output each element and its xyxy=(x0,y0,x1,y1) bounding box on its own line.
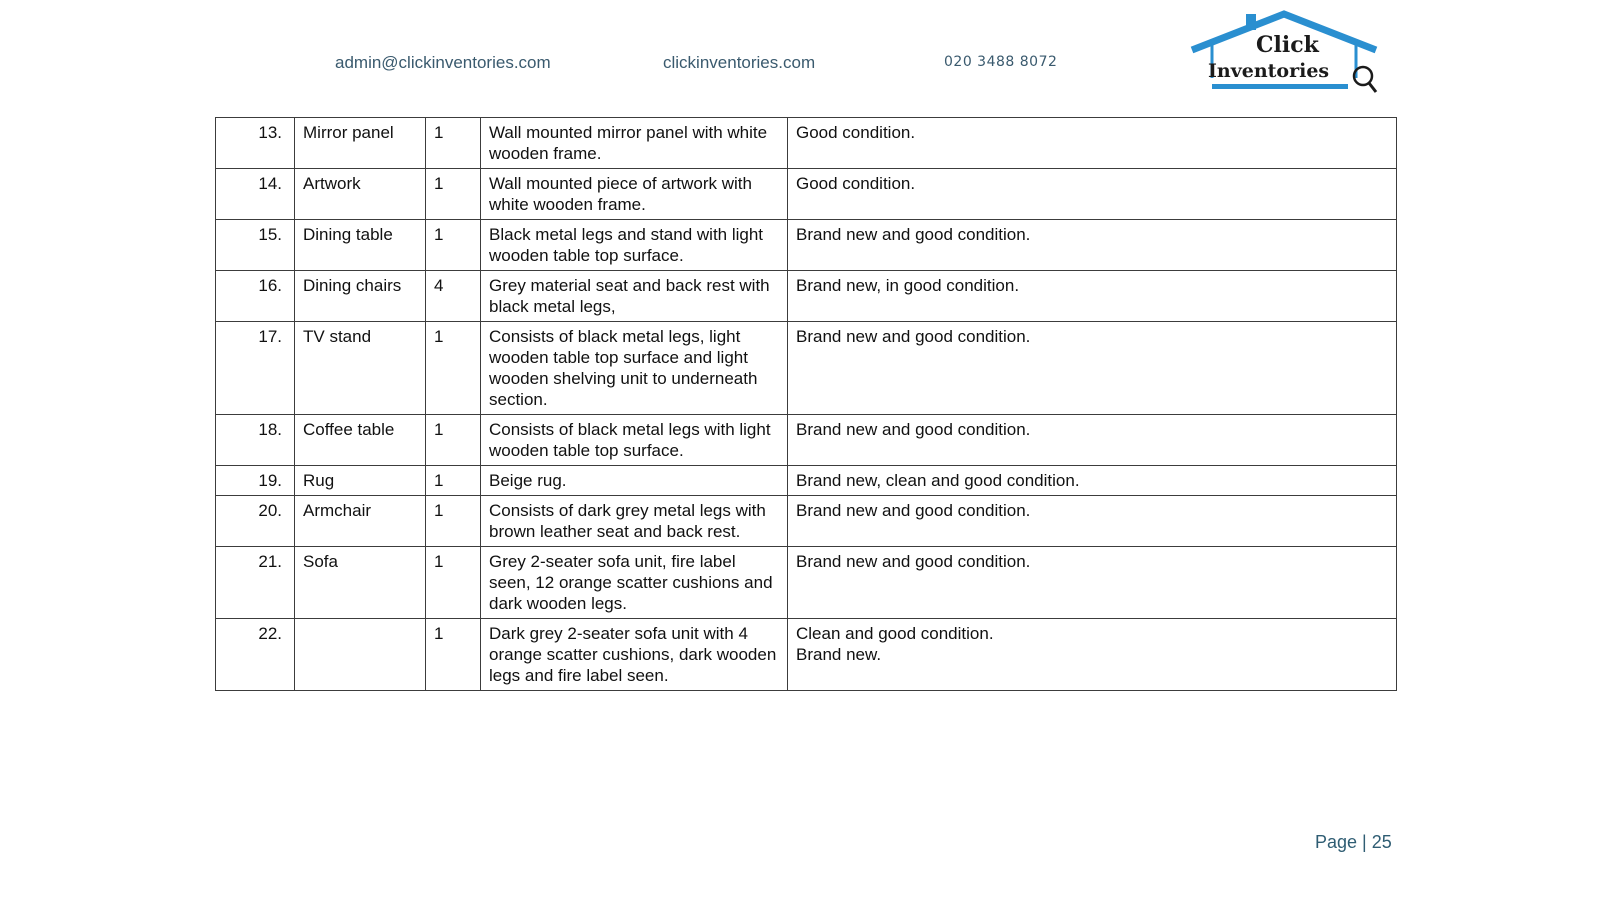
item-description: Consists of black metal legs with light wooden table top surface. xyxy=(481,415,788,466)
item-quantity: 1 xyxy=(426,322,481,415)
item-name: Sofa xyxy=(295,547,426,619)
table-row xyxy=(216,322,1397,415)
logo-text-click: Click xyxy=(1256,32,1319,58)
item-quantity: 1 xyxy=(426,415,481,466)
item-quantity: 1 xyxy=(426,547,481,619)
table-row xyxy=(216,496,1397,547)
item-condition: Good condition. xyxy=(788,118,1397,169)
item-quantity: 1 xyxy=(426,169,481,220)
row-number: 22. xyxy=(216,619,295,691)
item-condition: Brand new, in good condition. xyxy=(788,271,1397,322)
inventory-table-body xyxy=(216,118,1397,691)
row-number: 14. xyxy=(216,169,295,220)
item-description: Wall mounted mirror panel with white wooden frame. xyxy=(481,118,788,169)
item-description: Grey material seat and back rest with black metal legs, xyxy=(481,271,788,322)
item-quantity: 4 xyxy=(426,271,481,322)
company-logo xyxy=(1188,8,1388,98)
table-row xyxy=(216,271,1397,322)
item-description: Consists of black metal legs, light wooden table top surface and light wooden shelving unit to underneath section. xyxy=(481,322,788,415)
item-quantity: 1 xyxy=(426,619,481,691)
item-quantity: 1 xyxy=(426,118,481,169)
item-condition: Good condition. xyxy=(788,169,1397,220)
item-condition: Brand new and good condition. xyxy=(788,496,1397,547)
item-description: Beige rug. xyxy=(481,466,788,496)
item-condition: Brand new and good condition. xyxy=(788,220,1397,271)
row-number: 16. xyxy=(216,271,295,322)
row-number: 17. xyxy=(216,322,295,415)
row-number: 20. xyxy=(216,496,295,547)
table-row xyxy=(216,118,1397,169)
item-description: Grey 2-seater sofa unit, fire label seen, 12 orange scatter cushions and dark wooden legs. xyxy=(481,547,788,619)
table-row xyxy=(216,220,1397,271)
item-description: Wall mounted piece of artwork with white wooden frame. xyxy=(481,169,788,220)
item-name: Armchair xyxy=(295,496,426,547)
item-condition: Brand new, clean and good condition. xyxy=(788,466,1397,496)
item-description: Dark grey 2-seater sofa unit with 4 orange scatter cushions, dark wooden legs and fire label seen. xyxy=(481,619,788,691)
item-name: Dining chairs xyxy=(295,271,426,322)
item-name: Mirror panel xyxy=(295,118,426,169)
inventory-table xyxy=(215,117,1397,691)
item-condition: Brand new and good condition. xyxy=(788,547,1397,619)
table-row xyxy=(216,415,1397,466)
row-number: 18. xyxy=(216,415,295,466)
item-name: TV stand xyxy=(295,322,426,415)
item-description: Consists of dark grey metal legs with brown leather seat and back rest. xyxy=(481,496,788,547)
logo-text-inventories: Inventories xyxy=(1208,60,1330,82)
row-number: 13. xyxy=(216,118,295,169)
header-phone: 020 3488 8072 xyxy=(944,54,1058,70)
item-quantity: 1 xyxy=(426,496,481,547)
item-name: Rug xyxy=(295,466,426,496)
table-row xyxy=(216,547,1397,619)
row-number: 19. xyxy=(216,466,295,496)
row-number: 15. xyxy=(216,220,295,271)
table-row xyxy=(216,466,1397,496)
item-condition: Brand new and good condition. xyxy=(788,415,1397,466)
table-row xyxy=(216,169,1397,220)
header-email[interactable]: admin@clickinventories.com xyxy=(335,53,551,72)
item-name: Coffee table xyxy=(295,415,426,466)
item-condition: Clean and good condition. Brand new. xyxy=(788,619,1397,691)
item-name: Dining table xyxy=(295,220,426,271)
table-row xyxy=(216,619,1397,691)
page-number: Page | 25 xyxy=(1315,832,1392,852)
item-condition: Brand new and good condition. xyxy=(788,322,1397,415)
item-name xyxy=(295,619,426,691)
item-quantity: 1 xyxy=(426,220,481,271)
header-website[interactable]: clickinventories.com xyxy=(663,53,816,72)
item-quantity: 1 xyxy=(426,466,481,496)
item-name: Artwork xyxy=(295,169,426,220)
row-number: 21. xyxy=(216,547,295,619)
item-description: Black metal legs and stand with light wooden table top surface. xyxy=(481,220,788,271)
